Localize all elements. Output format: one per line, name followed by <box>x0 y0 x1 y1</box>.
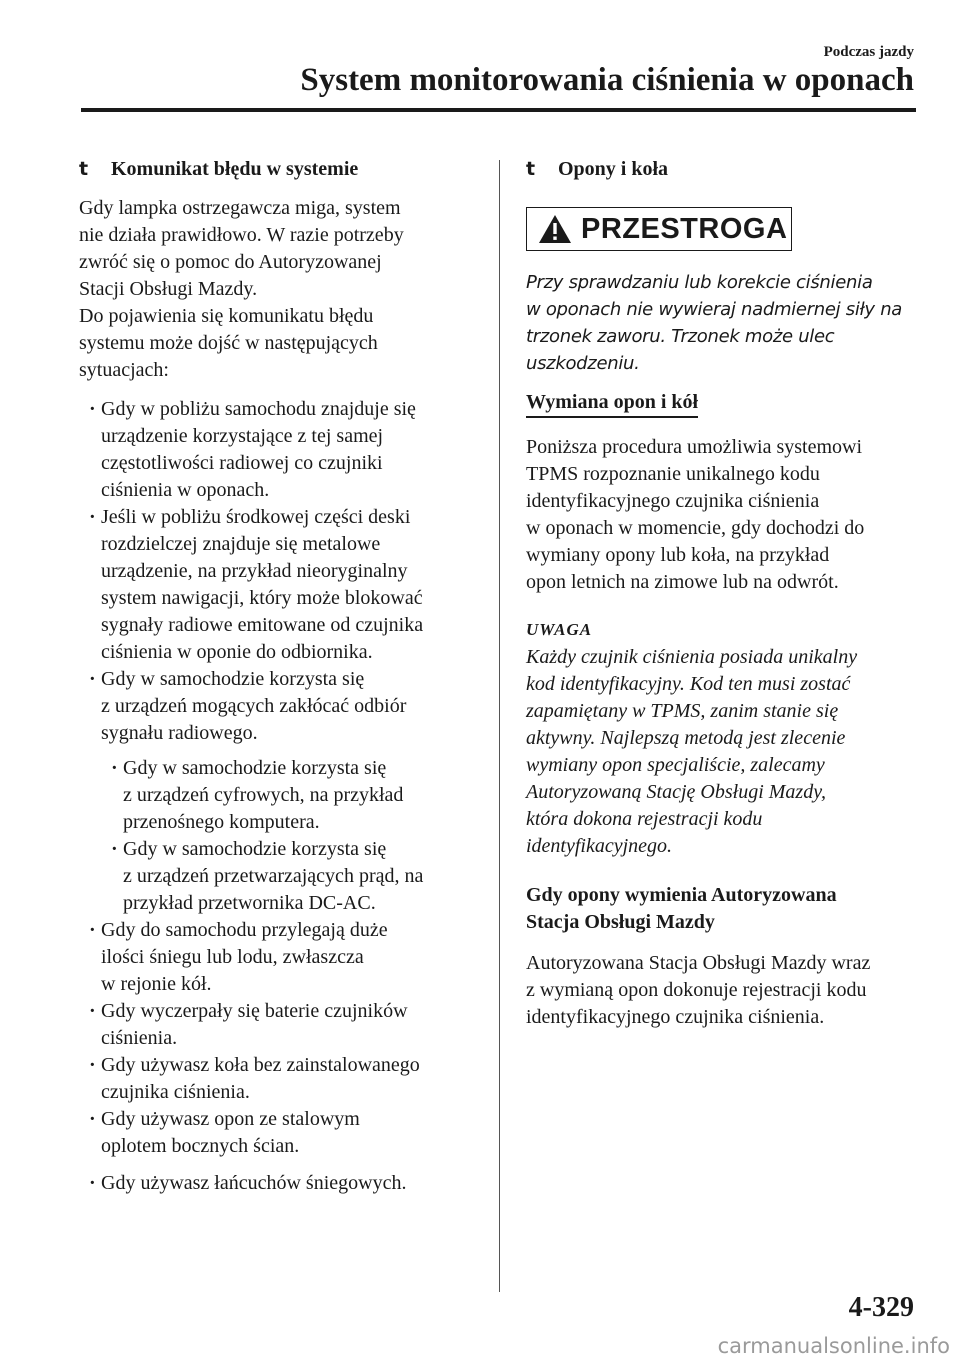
procedure-paragraph: Poniższa procedura umożliwia systemowi TPMS rozpoznanie unikalnego kodu identyfikacyjnego czujnika ciśnienia w oponach w momencie, gdy dochodzi do wymiany opony lub koła, na przykład opon letnich na zimowe lub na odwrót. <box>526 436 865 593</box>
list-item: · Gdy używasz opon ze stalowym oplotem bocznych ścian. <box>79 1106 471 1160</box>
dealer-paragraph: Autoryzowana Stacja Obsługi Mazdy wraz z wymianą opon dokonuje rejestracji kodu identyfikacyjnego czujnika ciśnienia. <box>526 952 871 1028</box>
subheading-tire-replacement: Wymiana opon i kół <box>526 391 698 418</box>
note-title: UWAGA <box>526 620 593 639</box>
page-number: 4-329 <box>848 1292 914 1323</box>
section-heading-text: Opony i koła <box>558 158 669 180</box>
list-item: · Gdy używasz koła bez zainstalowanego czujnika ciśnienia. <box>79 1052 471 1106</box>
intro-line: systemu może dojść w następujących <box>79 332 378 354</box>
section-heading-tires-wheels <box>526 158 918 181</box>
caution-box <box>526 207 792 251</box>
intro-line: Do pojawienia się komunikatu błędu <box>79 305 374 327</box>
page-title: System monitorowania ciśnienia w oponach <box>300 62 914 98</box>
list-item: · Gdy używasz łańcuchów śniegowych. <box>79 1170 471 1197</box>
bullet-sublist-devices <box>101 755 471 917</box>
warning-triangle-icon <box>537 213 573 245</box>
intro-line: Gdy lampka ostrzegawcza miga, system <box>79 197 401 219</box>
list-item: · Gdy wyczerpały się baterie czujników ciśnienia. <box>79 998 471 1052</box>
section-heading-text: Komunikat błędu w systemie <box>111 158 359 180</box>
intro-line: nie działa prawidłowo. W razie potrzeby <box>79 224 404 246</box>
intro-line: sytuacjach: <box>79 359 169 381</box>
list-item: · Gdy w pobliżu samochodu znajduje się urządzenie korzystające z tej samej częstotliwości radiowej co czujniki ciśnienia w oponach. <box>79 396 471 504</box>
header-rule <box>81 108 916 112</box>
caution-text: Przy sprawdzaniu lub korekcie ciśnienia w oponach nie wywieraj nadmiernej siły na trzonek zaworu. Trzonek może ulec uszkodzeniu. <box>526 272 903 374</box>
list-item: · Gdy w samochodzie korzysta się z urządzeń przetwarzających prąd, na przykład przetwornika DC-AC. <box>101 836 471 917</box>
intro-line: Stacji Obsługi Mazdy. <box>79 278 258 300</box>
section-marker: t <box>79 158 89 180</box>
bullet-list-causes-continued <box>79 917 471 1197</box>
column-divider <box>499 160 500 1292</box>
list-item: · Jeśli w pobliżu środkowej części deski rozdzielczej znajduje się metalowe urządzenie, na przykład nieoryginalny system nawigacji, który może blokować sygnały radiowe emitowane od czujnika ciśnienia w oponie do odbiornika. <box>79 504 471 666</box>
heading-dealer-replacement: Gdy opony wymienia Autoryzowana Stacja Obsługi Mazdy <box>526 884 837 933</box>
caution-label: PRZESTROGA <box>581 212 788 245</box>
right-column <box>526 158 918 1031</box>
list-item: · Gdy w samochodzie korzysta się z urządzeń mogących zakłócać odbiór sygnału radiowego. <box>79 666 471 747</box>
intro-paragraph <box>79 195 471 384</box>
section-heading-system-error <box>79 158 471 181</box>
list-item: · Gdy do samochodu przylegają duże ilości śniegu lub lodu, zwłaszcza w rejonie kół. <box>79 917 471 998</box>
left-column <box>79 158 471 1197</box>
list-item: · Gdy w samochodzie korzysta się z urządzeń cyfrowych, na przykład przenośnego komputera. <box>101 755 471 836</box>
header-section-label: Podczas jazdy <box>823 44 914 60</box>
bullet-list-causes <box>79 396 471 747</box>
watermark: carmanualsonline.info <box>717 1334 950 1358</box>
intro-line: zwróć się o pomoc do Autoryzowanej <box>79 251 382 273</box>
section-marker: t <box>526 158 536 180</box>
note-text: Każdy czujnik ciśnienia posiada unikalny kod identyfikacyjny. Kod ten musi zostać zapamiętany w TPMS, zanim stanie się aktywny. Najlepszą metodą jest zlecenie wymiany opon specjaliście, zalecamy Autoryzowaną Stację Obsługi Mazdy, która dokona rejestracji kodu identyfikacyjnego. <box>526 646 858 857</box>
